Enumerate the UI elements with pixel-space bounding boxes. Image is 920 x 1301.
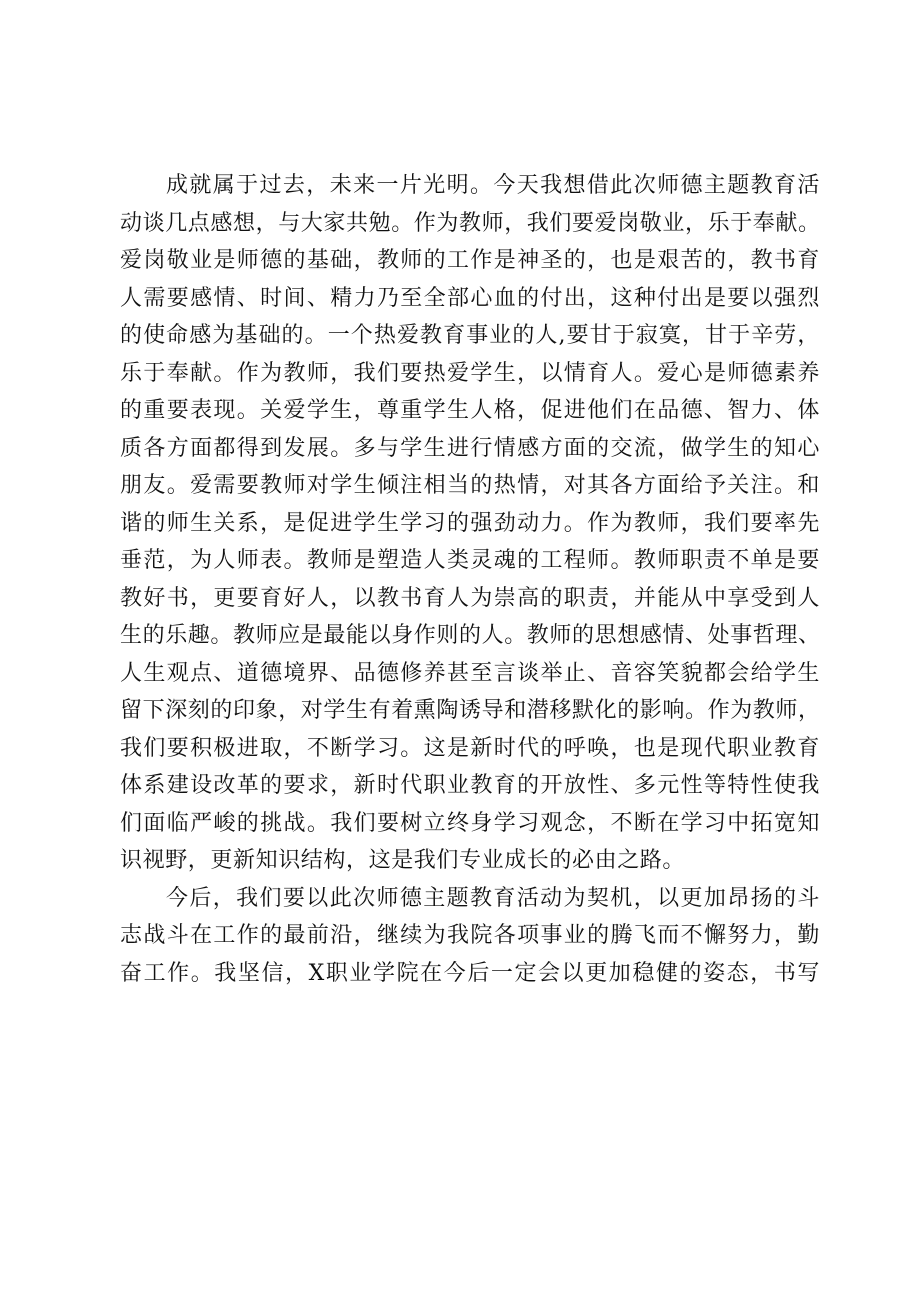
paragraph-2 [120,880,820,993]
text-line: 成就属于过去，未来一片光明。今天我想借此次师德主题教育活 [166,173,820,198]
text-line: 的重要表现。关爱学生，尊重学生人格，促进他们在品德、智力、体 [120,398,820,423]
text-line: 体系建设改革的要求，新时代职业教育的开放性、多元性等特性使我 [120,773,820,798]
text-line: 人需要感情、时间、精力乃至全部心血的付出，这种付出是要以强烈 [120,285,820,311]
text-line: 谐的师生关系，是促进学生学习的强劲动力。作为教师，我们要率先 [120,510,820,536]
text-line: 我们要积极进取，不断学习。这是新时代的呼唤，也是现代职业教育 [120,735,820,761]
text-line: 生的乐趣。教师应是最能以身作则的人。教师的思想感情、处事哲理、 [120,623,821,648]
text-line: 志战斗在工作的最前沿，继续为我院各项事业的腾飞而不懈努力，勤 [120,923,820,948]
text-line: 人生观点、道德境界、品德修养甚至言谈举止、音容笑貌都会给学生 [120,660,820,686]
text-line: 朋友。爱需要教师对学生倾注相当的热情，对其各方面给予关注。和 [120,473,820,498]
text-line: 们面临严峻的挑战。我们要树立终身学习观念，不断在学习中拓宽知 [120,810,820,836]
text-line: 动谈几点感想，与大家共勉。作为教师，我们要爱岗敬业，乐于奉献。 [120,210,821,236]
text-line: 垂范，为人师表。教师是塑造人类灵魂的工程师。教师职责不单是要 [120,548,820,573]
text-line: 识视野，更新知识结构，这是我们专业成长的必由之路。 [120,848,686,873]
text-line: 的使命感为基础的。一个热爱教育事业的人,要甘于寂寞，甘于辛劳， [120,323,820,348]
paragraph-1 [120,167,820,880]
text-line: 乐于奉献。作为教师，我们要热爱学生，以情育人。爱心是师德素养 [120,360,820,386]
text-line: 质各方面都得到发展。多与学生进行情感方面的交流，做学生的知心 [120,435,820,461]
body-text [120,167,820,992]
text-line: 奋工作。我坚信，X职业学院在今后一定会以更加稳健的姿态，书写 [120,960,820,986]
text-line: 教好书，更要育好人，以教书育人为崇高的职责，并能从中享受到人 [120,585,820,611]
text-line: 爱岗敬业是师德的基础，教师的工作是神圣的，也是艰苦的，教书育 [120,248,820,273]
text-line: 留下深刻的印象，对学生有着熏陶诱导和潜移默化的影响。作为教师， [120,698,821,723]
text-line: 今后，我们要以此次师德主题教育活动为契机，以更加昂扬的斗 [166,885,820,911]
